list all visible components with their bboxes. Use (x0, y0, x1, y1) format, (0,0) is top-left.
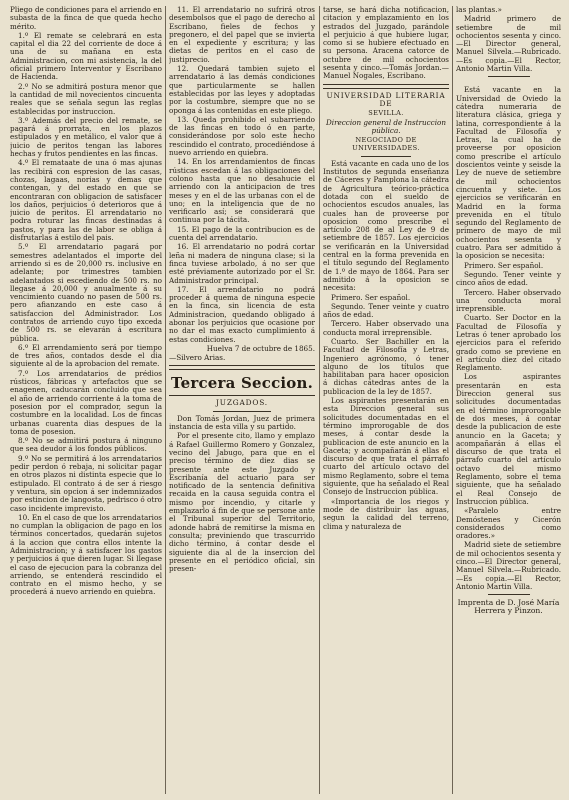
paragraph: 13. Queda prohibido el subarriendo de las fincas en todo ó en parte, considerándose por solo este hecho rescindido el contrato, procediéndose á nuevo arriendo en quiebra. (169, 114, 315, 158)
paragraph: Pliego de condiciones para el arriendo en subasta de la finca de que queda hecho mérito. (10, 6, 162, 31)
university-title: UNIVERSIDAD LITERARIA DE (326, 90, 446, 108)
column-rule (452, 6, 453, 794)
paragraph: Primero. Ser español. (331, 292, 411, 302)
paragraph: Los aspirantes presentarán en esta Direccion general sus solicitudes documentadas en el término improrogable de dos meses, á contar desde la publicacion de este anuncio en la Gaceta; y acompañarán á ellas el discurso de que trata el párrafo cuarto del artículo octavo del mismo Reglamento, sobre el tema siguiente, que ha señalado el Real Consejo de Instruccion pública. (323, 396, 449, 497)
paragraph: 15. El pago de la contribucion es de cuenta del arrendatario. (169, 224, 315, 243)
divider (323, 84, 449, 89)
paragraph: Los aspirantes presentarán en esta Direccion general sus solicitudes documentadas en el término improrogable de dos meses, á contar desde la publicacion de este anuncio en la Gaceta; y acompañarán á ellas el discurso de que trata el párrafo cuarto del artículo octavo del mismo Reglamento, sobre el tema siguiente, que ha señalado el Real Consejo de Instruccion pública. (456, 372, 561, 506)
juzgados-heading: JUZGADOS. (216, 398, 268, 408)
column-rule (319, 6, 320, 794)
divider (361, 156, 411, 157)
paragraph: 12. Quedará tambien sujeto el arrendatario á las demás condiciones que particularmente se hallen establecidas por las leyes y adoptadas por la costumbre, siempre que no se oponga á las contenidas en este pliego. (169, 64, 315, 115)
paragraph: Tercero. Haber observado una conducta moral irreprensible. (323, 319, 449, 337)
paragraph: Primero. Ser español. (464, 260, 544, 270)
divider (169, 395, 315, 396)
divider (488, 594, 530, 595)
paragraph: Segundo. Tener veinte y cuatro años de edad. (323, 301, 449, 320)
paragraph: tarse, se hará dicha notificacion, citacion y emplazamiento en los estrados del Juzgado, parándole el perjuicio á que hubiere lugar, como si se hubiere efectuado en su persona. Aracena catorce de octubre de mil ochocientos sesenta y cinco.—Tomás Jordan.—Manuel Nogales, Escribano. (323, 6, 449, 81)
paragraph: Tercero. Haber observado una conducta moral irreprensible. (456, 287, 561, 314)
printer-imprint: Imprenta de D. José María Herrera y Pinzon. (457, 598, 560, 616)
university-city: SEVILLA. (368, 109, 404, 118)
paragraph: Cuarto. Ser Doctor en la Facultad de Filosofía y Letras ó tener aprobado los ejercicios para el referido grado como se previene en el artículo diez del citado Reglamento. (456, 313, 561, 373)
column-4 (456, 6, 561, 794)
signature-date: Huelva 7 de octubre de 1865. (206, 343, 315, 353)
column-2 (169, 6, 315, 794)
section-title: Tercera Seccion. (170, 374, 314, 393)
gazette-page (6, 6, 563, 794)
paragraph: 4.º El remataate de una ó mas ajunas las recibirá con espresion de las casas, chozas, lagaas, norias y demas que contengan, y del estado en que se encontraran con obligacion de satisfacer los daños, perjuicios ó deterioros que á juicio de peritos. El arrendatario no podra roturar las fincas destinadas á pastos, y para las de labor se obliga á disfrutarlas á estilo del pais. (10, 158, 162, 243)
paragraph: 5.º El arrendatario pagará por semestres adelantados el importe del arriendo si es de 20,000 rs. inclusive en adelante; por trimestres tambien adelantados si escediendo de 500 rs. no llegase á 20,000 y anualmente á su vencimiento cuando no pasen de 500 rs. pero afianzando en este caso á satisfaccion del Administrador. Los contratos de arriendo cuyo tipo exceda de 500 rs. se elevarán á escritura pública. (10, 242, 162, 343)
paragraph: Madrid primero de setiembre de mil ochocientos sesenta y cinco.—El Director general, Manuel Silvela.—Rubricado.—Es copia.—El Rector, Antonio Martin Villa. (456, 14, 561, 74)
paragraph: 3.º Además del precio del remate, se pagará á prorrata, en los plazos estipulados y en metálico, el valor que á juicio de peritos tengan las labores hechas y frutos pendientes en las fincas. (10, 115, 162, 159)
paragraph: 7.º Los arrendatarios de prédios rústicos, fábricas y artefactos que se enagenen, caducarán concluido que sea el año de arriendo corriente á la toma de posesion por el comprador, segun la costumbre en la localidad. Los de fincas urbanas cuarenta dias despues de la toma de posesion. (10, 368, 162, 436)
paragraph: 8.º No se admitirá postura á ninguno que sea deudor á los fondos públicos. (10, 436, 162, 454)
paragraph: «Importancia de los riegos y mode de distribuir las aguas, segun la calidad del terreno, clima y naturaleza de (323, 496, 449, 531)
paragraph: 2.º No se admitirá postura menor que la cantidad de mil novecientos cincuenta reales que se señala segun las reglas establecidas por instruccion. (10, 81, 162, 116)
signature-name: —Silvero Arias. (169, 353, 226, 363)
column-1 (10, 6, 162, 794)
divider (213, 411, 271, 412)
divider (488, 76, 530, 77)
paragraph: 14. En los arrendamientos de fincas rústicas escedan á las obligaciones del colono hasta que no desahucie el arriendo con la anticipacion de tres meses y en el de las urbanas con el de uno; en la inteligencia que de no verificarlo así; se considerará que continua por la tácita. (169, 157, 315, 225)
paragraph: Por el presente cito, llamo y emplazo á Rafael Guillermo Romero y Gonzalez, vecino del Jabugo, para que en el preciso término de diez dias se presente ante este Juzgado y Escribanía del actuario para ser notificado de la sentencia definitiva recaida en la causa seguida contra el mismo por incendio, y citarle y emplazarlo á fin de que se persone ante el Tribunal superior del Territorio, adonde habrá de remitirse la misma en consulta; previniendo que trascurrido dicho término, á contar desde el siguiente dia al de la insercion del presente en el periódico oficial, sin presen- (169, 431, 315, 574)
paragraph: 9.º No se permitirá á los arrendatarios pedir perdon ó rebaja, ni solicitar pagar en otros plazos ni distinta especie que lo estipulado. El contrato á de ser á riesgo y ventura, sin opcion á ser indemnizados por estincion de langosta, pedrisco ó otro caso incidente imprevisto. (10, 453, 162, 513)
paragraph: Segundo. Tener veinte y cinco años de edad. (456, 269, 561, 288)
paragraph: Cuarto. Ser Bachiller en la Facultad de Filosofía y Letras, Ingeniero agrónomo, ó tener alguno de los títulos que habilitaban para hacer oposicion á dichas cátedras antes de la publicacion de la ley de 1857. (323, 336, 449, 396)
column-3 (323, 6, 449, 794)
divider (169, 365, 315, 370)
paragraph: «Paralelo entre Demóstenes y Cicerón considerados como oradores.» (456, 506, 561, 541)
paragraph: las plantas.» (456, 6, 502, 14)
paragraph: 6.º El arrendamiento será por tiempo de tres años, contados desde el dia siguiente al de la aprobacion del remate. (10, 342, 162, 369)
column-rule (165, 6, 166, 794)
paragraph: 1.º El remate se celebrará en esta capital el dia 22 del corriente de doce á una de su mañana en esta Administracion, con mi asistencia, la del oficial primero Interventor y Escribano de Hacienda. (10, 30, 162, 82)
negociado-heading: NEGOCIADO DE UNIVERSIDADES. (352, 136, 420, 153)
paragraph: Don Tomás Jordan, Juez de primera instancia de esta villa y su partido. (169, 413, 315, 432)
paragraph: Madrid siete de setiembre de mil ochocientos sesenta y cinco.—El Director general, Manuel Silvela.—Rubricado.—Es copia.—El Rector, Antonio Martin Villa. (456, 540, 561, 591)
university-subheading: Direccion general de Instruccion pública. (326, 117, 446, 135)
paragraph: 10. En el caso de que los arrendatarios no cumplan la obligacion de pago en los términos concertados, quedarán sujetos á la accion que contra ellos intente la Administracion; y á satisfacer los gastos y perjuicios á que dieren lugar. Si llegase el caso de ejecucion para la cobranza del arriendo, se entenderá rescindido el contrato en el mismo hecho, y se procederá á nuevo arriendo en quiebra. (10, 512, 162, 597)
paragraph: 17. El arrendatario no podrá proceder á quema de ninguna especie en la finca, sin licencia de esta Administracion, quedando obligado á abonar los perjuicios que ocasione por no dar el mas exacto cumplimiento á estas condiciones. (169, 284, 315, 344)
paragraph: 16. El arrendatario no podrá cortar leña ni madera de ninguna clase; si la finca tuviese arbolado, á no ser que esté préviamente autorizado por el Sr. Administrador principal. (169, 242, 315, 285)
paragraph: Está vacante en la Universidad de Oviedo la cátedra numeraria de literatura clásica, griega y latina, correspondiente á la Facultad de Filosofía y Letras, la cual ha de proveerse por oposicion como prescribe el artículo doscientos veinte y seisde la Ley de nueve de setiembre de mil ochocientos cincuenta y siete. Los ejercicios se verificarán en Madrid en la forma prevenida en el título segundo del Reglamento de primero de mayo de mil ochocientos sesenta y cuatro. Para ser admitido á la oposicion se necesita: (456, 85, 561, 261)
paragraph: 11. El arrendatario no sufrirá otros desembolsos que el pago de derecho al Escribano, fieles de fechos y pregonero, el del papel que se invierta en el expediente y escritura; y las dietas de peritos en el caso de justiprecio. (169, 6, 315, 64)
paragraph: Está vacante en cada uno de los Institutos de segunda enseñanza de Cáceres y Pamplona la cátedra de Agricultura teórico-práctica dotada con el sueldo de ochocientos escudos anuales, las cuales han de proveerse por oposicion como prescribe el artículo 208 de al Ley de 9 de setiembre de 1857. Los ejercicios se verificarán en la Universidad central en la forma prevenida en el título segundo del Reglamento de 1.º de mayo de 1864. Para ser admitido á la oposicion se necesita: (323, 158, 449, 293)
